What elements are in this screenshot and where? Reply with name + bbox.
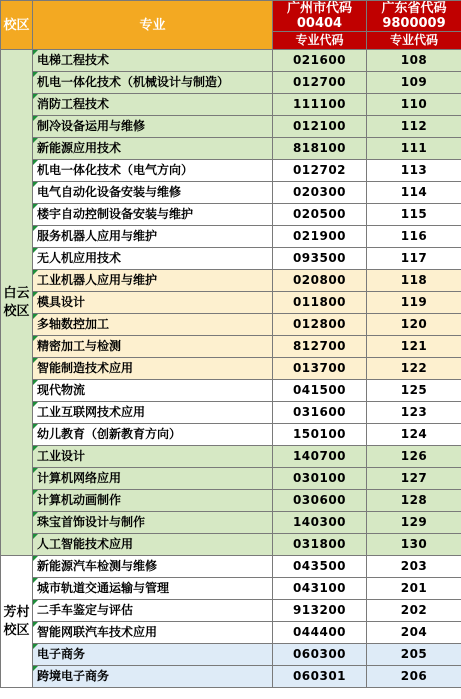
major-name: 楼宇自动控制设备安装与维护 bbox=[33, 204, 273, 226]
major-name: 电梯工程技术 bbox=[33, 50, 273, 72]
major-name: 机电一体化技术（电气方向） bbox=[33, 160, 273, 182]
table-row bbox=[1, 358, 461, 380]
table-row bbox=[1, 556, 461, 578]
table-row bbox=[1, 446, 461, 468]
guangzhou-major-code: 031800 bbox=[273, 534, 367, 556]
major-name: 计算机动画制作 bbox=[33, 490, 273, 512]
campus-baiyun: 白云校区 bbox=[1, 50, 33, 556]
guangdong-major-code: 120 bbox=[367, 314, 461, 336]
major-name: 制冷设备运用与维修 bbox=[33, 116, 273, 138]
table-row bbox=[1, 534, 461, 556]
guangdong-major-code: 122 bbox=[367, 358, 461, 380]
major-name: 多轴数控加工 bbox=[33, 314, 273, 336]
major-name: 现代物流 bbox=[33, 380, 273, 402]
guangzhou-major-code: 818100 bbox=[273, 138, 367, 160]
table-row bbox=[1, 204, 461, 226]
guangdong-major-code: 115 bbox=[367, 204, 461, 226]
guangdong-major-code: 126 bbox=[367, 446, 461, 468]
major-name: 珠宝首饰设计与制作 bbox=[33, 512, 273, 534]
header-row bbox=[1, 1, 461, 32]
major-name: 二手车鉴定与评估 bbox=[33, 600, 273, 622]
guangzhou-major-code: 013700 bbox=[273, 358, 367, 380]
guangdong-major-code: 206 bbox=[367, 666, 461, 688]
major-header: 专业 bbox=[33, 1, 273, 50]
table-row bbox=[1, 468, 461, 490]
guangzhou-code-header bbox=[273, 1, 367, 32]
guangdong-major-code: 112 bbox=[367, 116, 461, 138]
major-name: 城市轨道交通运输与管理 bbox=[33, 578, 273, 600]
guangzhou-major-code: 043100 bbox=[273, 578, 367, 600]
guangzhou-major-code: 060301 bbox=[273, 666, 367, 688]
guangzhou-code-number: 00404 bbox=[296, 16, 343, 31]
guangdong-major-code: 201 bbox=[367, 578, 461, 600]
table-row bbox=[1, 666, 461, 688]
table-row bbox=[1, 600, 461, 622]
guangzhou-major-code: 011800 bbox=[273, 292, 367, 314]
guangdong-major-code: 205 bbox=[367, 644, 461, 666]
campus-header: 校区 bbox=[1, 1, 33, 50]
guangdong-major-code: 202 bbox=[367, 600, 461, 622]
major-name: 模具设计 bbox=[33, 292, 273, 314]
major-name: 新能源汽车检测与维修 bbox=[33, 556, 273, 578]
guangdong-major-code: 113 bbox=[367, 160, 461, 182]
major-name: 电气自动化设备安装与维修 bbox=[33, 182, 273, 204]
table-row bbox=[1, 160, 461, 182]
major-name: 工业机器人应用与维护 bbox=[33, 270, 273, 292]
guangzhou-major-code: 044400 bbox=[273, 622, 367, 644]
major-name: 消防工程技术 bbox=[33, 94, 273, 116]
guangzhou-major-code: 012700 bbox=[273, 72, 367, 94]
guangdong-major-code: 130 bbox=[367, 534, 461, 556]
guangdong-major-code: 123 bbox=[367, 402, 461, 424]
guangzhou-major-code: 020500 bbox=[273, 204, 367, 226]
table-row bbox=[1, 72, 461, 94]
guangdong-major-code: 119 bbox=[367, 292, 461, 314]
guangzhou-subheader: 专业代码 bbox=[273, 32, 367, 50]
guangzhou-code-label: 广州市代码 bbox=[286, 1, 352, 16]
guangdong-major-code: 109 bbox=[367, 72, 461, 94]
guangdong-code-header bbox=[367, 1, 461, 32]
guangdong-major-code: 127 bbox=[367, 468, 461, 490]
table-row bbox=[1, 336, 461, 358]
guangdong-major-code: 116 bbox=[367, 226, 461, 248]
table-row bbox=[1, 138, 461, 160]
guangdong-code-number: 9800009 bbox=[382, 16, 446, 31]
guangzhou-major-code: 140300 bbox=[273, 512, 367, 534]
major-name: 智能制造技术应用 bbox=[33, 358, 273, 380]
major-name: 服务机器人应用与维护 bbox=[33, 226, 273, 248]
guangdong-major-code: 110 bbox=[367, 94, 461, 116]
guangzhou-major-code: 060300 bbox=[273, 644, 367, 666]
guangdong-major-code: 203 bbox=[367, 556, 461, 578]
guangdong-major-code: 125 bbox=[367, 380, 461, 402]
table-row bbox=[1, 490, 461, 512]
table-row bbox=[1, 50, 461, 72]
major-name: 计算机网络应用 bbox=[33, 468, 273, 490]
major-name: 幼儿教育（创新教育方向） bbox=[33, 424, 273, 446]
major-name: 人工智能技术应用 bbox=[33, 534, 273, 556]
guangdong-major-code: 118 bbox=[367, 270, 461, 292]
guangdong-major-code: 111 bbox=[367, 138, 461, 160]
guangzhou-major-code: 812700 bbox=[273, 336, 367, 358]
guangzhou-major-code: 111100 bbox=[273, 94, 367, 116]
guangdong-major-code: 117 bbox=[367, 248, 461, 270]
guangzhou-major-code: 031600 bbox=[273, 402, 367, 424]
guangdong-major-code: 128 bbox=[367, 490, 461, 512]
campus-fangcun: 芳村校区 bbox=[1, 556, 33, 688]
table-row bbox=[1, 512, 461, 534]
guangzhou-major-code: 030100 bbox=[273, 468, 367, 490]
guangzhou-major-code: 021900 bbox=[273, 226, 367, 248]
guangzhou-major-code: 012100 bbox=[273, 116, 367, 138]
table-row bbox=[1, 644, 461, 666]
table-row bbox=[1, 402, 461, 424]
major-name: 工业互联网技术应用 bbox=[33, 402, 273, 424]
guangdong-major-code: 204 bbox=[367, 622, 461, 644]
table-row bbox=[1, 380, 461, 402]
table-row bbox=[1, 622, 461, 644]
major-name: 工业设计 bbox=[33, 446, 273, 468]
table-row bbox=[1, 424, 461, 446]
major-name: 智能网联汽车技术应用 bbox=[33, 622, 273, 644]
major-name: 机电一体化技术（机械设计与制造） bbox=[33, 72, 273, 94]
guangzhou-major-code: 913200 bbox=[273, 600, 367, 622]
major-name: 无人机应用技术 bbox=[33, 248, 273, 270]
guangzhou-major-code: 041500 bbox=[273, 380, 367, 402]
guangzhou-major-code: 012800 bbox=[273, 314, 367, 336]
guangzhou-major-code: 093500 bbox=[273, 248, 367, 270]
guangdong-major-code: 108 bbox=[367, 50, 461, 72]
guangzhou-major-code: 020300 bbox=[273, 182, 367, 204]
major-name: 新能源应用技术 bbox=[33, 138, 273, 160]
table-row bbox=[1, 578, 461, 600]
table-row bbox=[1, 226, 461, 248]
table-row bbox=[1, 94, 461, 116]
guangzhou-major-code: 043500 bbox=[273, 556, 367, 578]
table-row bbox=[1, 314, 461, 336]
guangzhou-major-code: 150100 bbox=[273, 424, 367, 446]
guangdong-major-code: 129 bbox=[367, 512, 461, 534]
major-name: 精密加工与检测 bbox=[33, 336, 273, 358]
guangdong-major-code: 124 bbox=[367, 424, 461, 446]
major-name: 电子商务 bbox=[33, 644, 273, 666]
major-name: 跨境电子商务 bbox=[33, 666, 273, 688]
table-row bbox=[1, 116, 461, 138]
guangdong-code-label: 广东省代码 bbox=[381, 1, 447, 16]
guangzhou-major-code: 012702 bbox=[273, 160, 367, 182]
guangdong-subheader: 专业代码 bbox=[367, 32, 461, 50]
guangzhou-major-code: 140700 bbox=[273, 446, 367, 468]
guangdong-major-code: 121 bbox=[367, 336, 461, 358]
guangdong-major-code: 114 bbox=[367, 182, 461, 204]
guangzhou-major-code: 030600 bbox=[273, 490, 367, 512]
table-row bbox=[1, 270, 461, 292]
table-row bbox=[1, 248, 461, 270]
guangzhou-major-code: 021600 bbox=[273, 50, 367, 72]
guangzhou-major-code: 020800 bbox=[273, 270, 367, 292]
table-row bbox=[1, 182, 461, 204]
table-row bbox=[1, 292, 461, 314]
